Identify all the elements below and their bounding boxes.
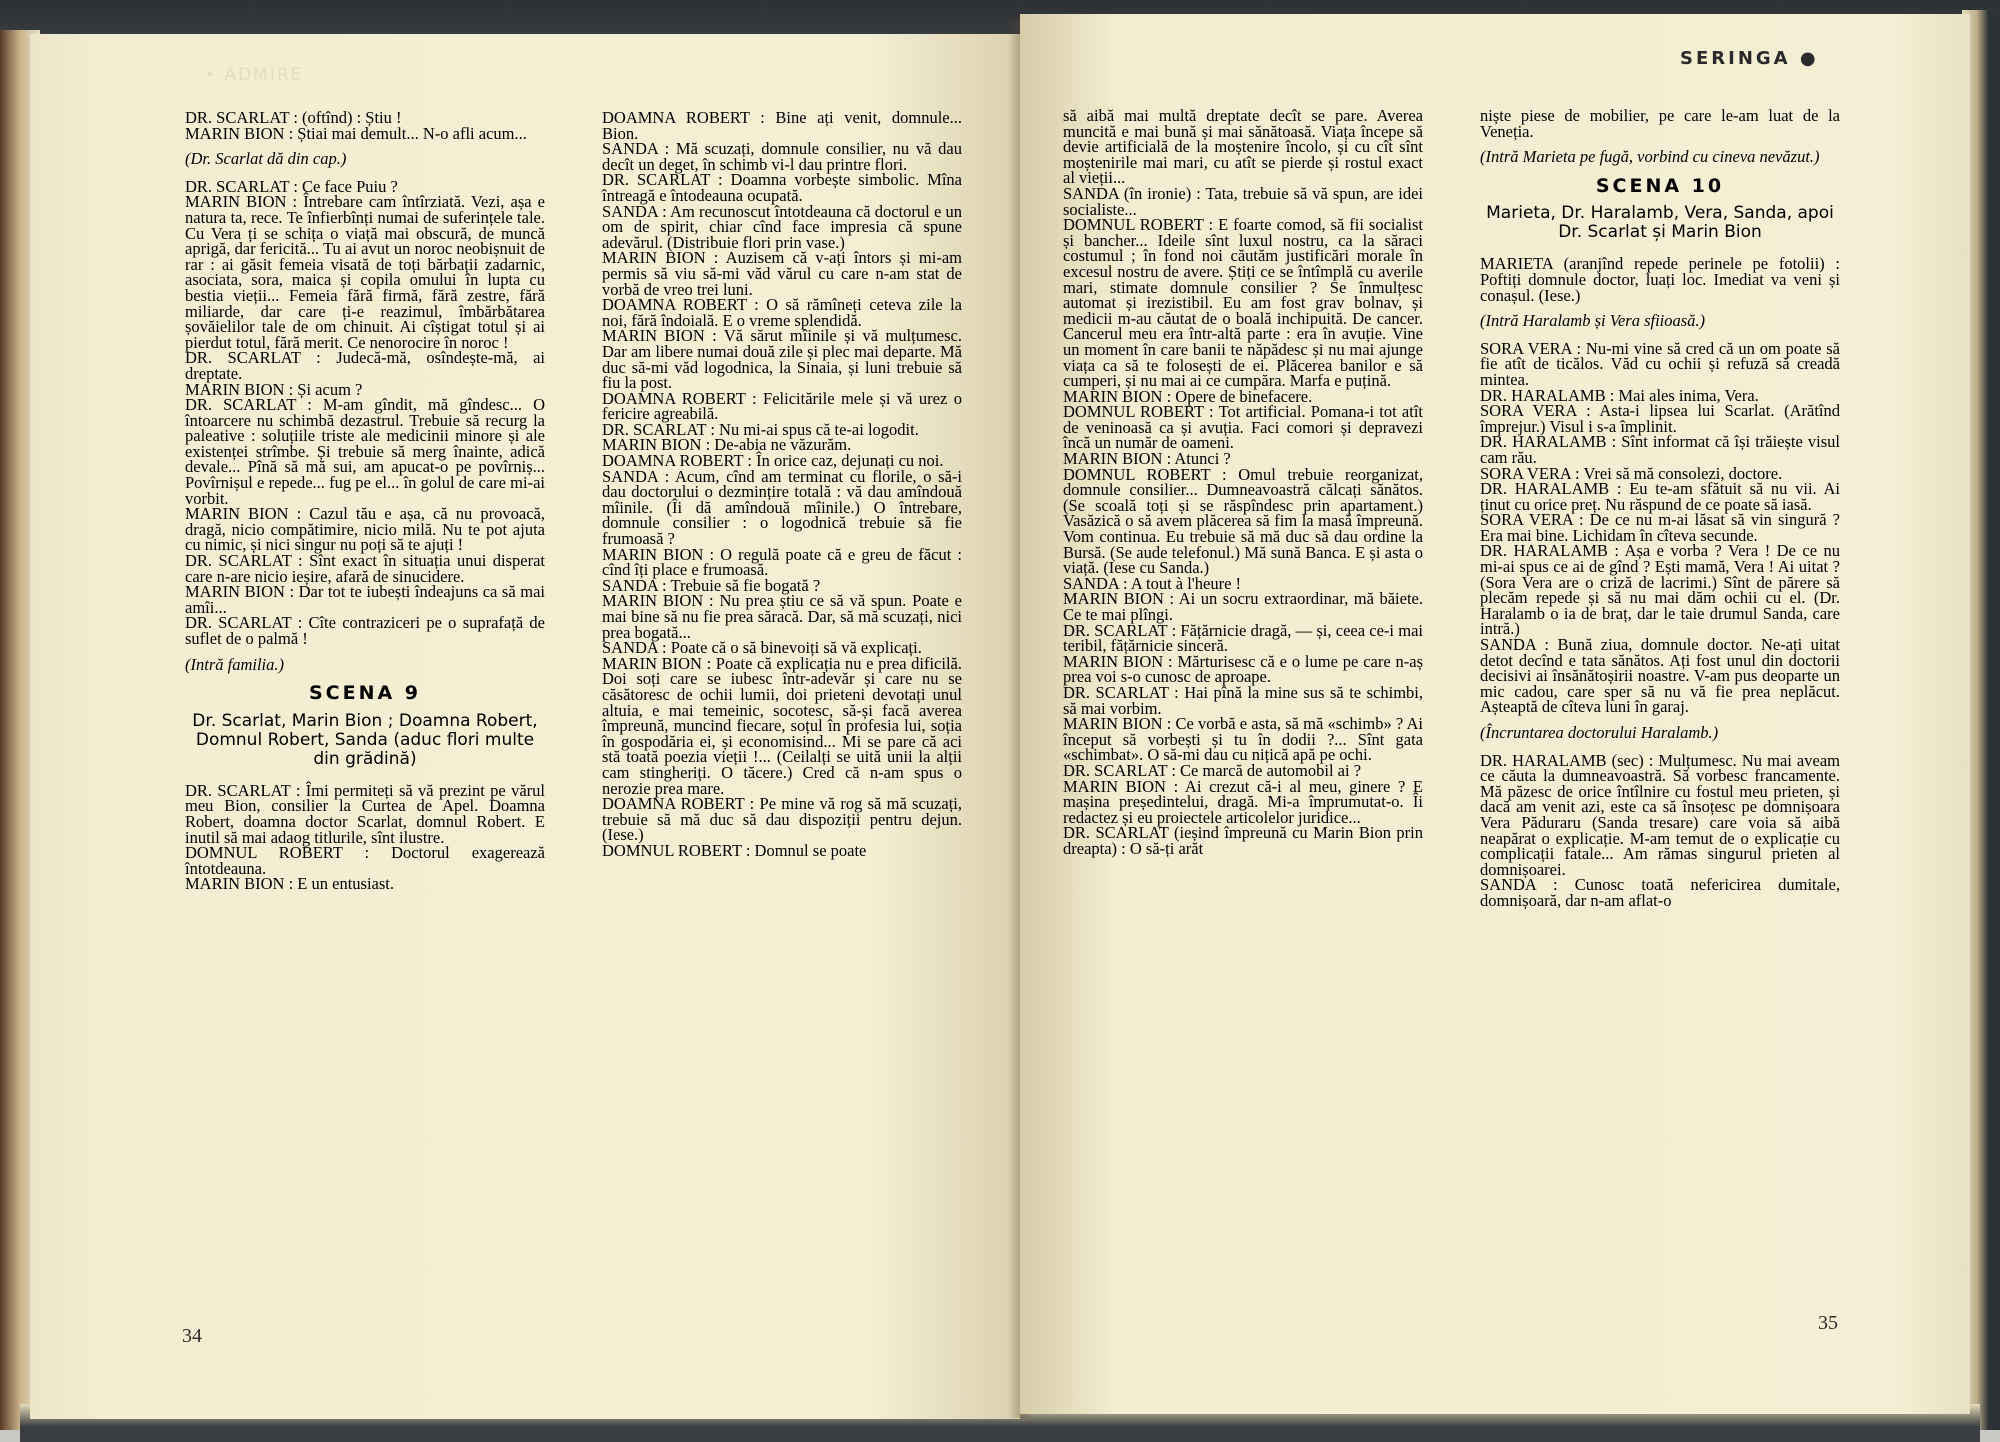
dialogue-line: DOMNUL ROBERT : Doctorul exagerează întotdeauna.	[185, 843, 545, 878]
page-number-left: 34	[182, 1325, 202, 1347]
dialogue-line: SANDA : Cunosc toată nefericirea dumitale, domnișoară, dar n-am aflat-o	[1480, 875, 1840, 910]
scene-cast: Marieta, Dr. Haralamb, Vera, Sanda, apoi Dr. Scarlat și Marin Bion	[1486, 203, 1834, 243]
dialogue-line: MARIN BION : Întrebare cam întîrziată. Vezi, așa e natura ta, rece. Te înfierbînți numai de suferințele tale. Cu Vera ți se schița o viață mai obscură, de muncă aprigă, dar fericită... Tu ai avut un noroc neobișnuit de rar : ai găsit femeia visată de toți bărbații zadarnic, asociata, sora, maica și copila omului în lupta cu bestia vieții... Femeia fără firmă, fără zestre, fără miliarde, dar care ți-e reazimul, îmbărbătarea șovăielilor tale de om chinuit. Ai cîștigat totul și ai pierdut totul, fără merit. Ce nenorocire în noroc !	[185, 192, 545, 352]
stage-direction: (Intră familia.)	[185, 654, 284, 674]
dialogue-line: DR. SCARLAT : Ce marcă de automobil ai ?	[1063, 760, 1362, 780]
running-head: SERINGA ●	[1680, 48, 1819, 69]
dialogue-line: MARIN BION : Opere de binefacere.	[1063, 386, 1313, 406]
dialogue-line: SANDA : Trebuie să fie bogată ?	[602, 575, 821, 595]
dialogue-line: DR. HARALAMB : Eu te-am sfătuit să nu vii. Ai ținut cu orice preț. Nu răspund de ce poate să iasă.	[1480, 479, 1840, 514]
col1-blocks-a	[185, 110, 545, 141]
stage-direction: (Intră Haralamb și Vera sfiioasă.)	[1480, 311, 1706, 331]
dialogue-line: MARIN BION : Nu prea știu ce să vă spun. Poate e mai bine să nu fie prea săracă. Dar, să mă scuzați, nici prea bogată...	[602, 591, 962, 642]
dialogue-line: DOAMNA ROBERT : Pe mine vă rog să mă scuzați, trebuie să mă duc să dau dispoziții pentru dejun. (Iese.)	[602, 794, 962, 845]
dialogue-line: DR. SCARLAT : Nu mi-ai spus că te-ai logodit.	[602, 419, 919, 439]
dialogue-line: DR. SCARLAT : M-am gîndit, mă gîndesc... O întoarcere nu schimbă dezastrul. Trebuie să recurg la paleative : soluțiile triste ale medicinii minore și ale existenței strîmbe. Și trebuie să merg înainte, adică devale... Pînă să mă sui, am apucat-o pe povîrniș... Povîrnișul e repede... fug pe el... în golul de care mi-ai vorbit.	[185, 395, 545, 508]
page-number-right: 35	[1818, 1312, 1838, 1334]
dialogue-line: MARIN BION : Ce vorbă e asta, să mă «schimb» ? Ai început să vorbești și tu în dodii ?... Sînt gata «schimbat». O să-mi dau cu nițică apă pe ochi.	[1063, 714, 1423, 765]
dialogue-line: DR. SCARLAT : Judecă-mă, osîndește-mă, ai dreptate.	[185, 348, 545, 383]
dialogue-line: DOMNUL ROBERT : Tot artificial. Pomana-i tot atît de veninoasă ca și avuția. Faci comori și depravezi încă un număr de oameni.	[1063, 402, 1423, 453]
dialogue-line: MARIN BION : Mărturisesc că e o lume pe care n-aș prea voi s-o cunosc de aproape.	[1063, 651, 1423, 687]
column-2	[602, 110, 962, 859]
dialogue-line: MARIN BION : E un entusiast.	[185, 874, 394, 894]
stage-direction: (Dr. Scarlat dă din cap.)	[185, 149, 347, 169]
scene-cast: Dr. Scarlat, Marin Bion ; Doamna Robert, Domnul Robert, Sanda (aduc flori multe din grădină)	[192, 710, 538, 769]
dialogue-line: DR. SCARLAT : Doamna vorbește simbolic. Mîna întreagă e întodeauna ocupată.	[602, 170, 962, 205]
dialogue-line: DR. HARALAMB : Mai ales inima, Vera.	[1480, 385, 1759, 405]
dialogue-line: DR. SCARLAT : Cîte contraziceri pe o suprafață de suflet de o palmă !	[185, 613, 545, 648]
dialogue-line: MARIN BION : Ai un socru extraordinar, mă băiete. Ce te mai plîngi.	[1063, 589, 1423, 624]
dialogue-line: DOMNUL ROBERT : E foarte comod, să fii socialist și bancher... Ideile sînt luxul nostru, ca la săraci costumul ; în fond noi căutăm justificări morale în excesul nostru de avere. Știți ce se întîmplă cu averile mari, stimate domnule consilier ? Se înmulțesc automat și irezistibil. Eu am fost grav bolnav, și medicii m-au căutat de o boală inchipuită. De cancer. Cancerul meu era într-altă parte : era în avuție. Vine un moment în care banii te năpădesc și nu mai ajunge viața ca să te folosești de ei. Plăcerea banilor e să cumperi, și nu mai ai ce cumpăra. Marfa e puțină.	[1063, 215, 1423, 391]
dialogue-line: SANDA : Mă scuzați, domnule consilier, nu vă dau decît un deget, în schimb vi-l dau printre flori.	[602, 139, 962, 174]
dialogue-line: SANDA : Bună ziua, domnule doctor. Ne-ați uitat detot decînd e tata sănătos. Ați fost unul din doctorii decisivi ai însănătoșirii noastre. V-am pus deoparte un mic cadou, care sper să nu vă fie prea neplăcut. Așteaptă de cîteva luni în garaj.	[1480, 635, 1840, 717]
dialogue-line: MARIN BION : Vă sărut mîinile și vă mulțumesc. Dar am libere numai două zile și plec mai departe. Mă duc să-mi văd logodnica, la Sinaia, și luni trebuie să fiu la post.	[602, 326, 962, 393]
dialogue-line: DOMNUL ROBERT : Domnul se poate	[602, 840, 867, 860]
dialogue-line: niște piese de mobilier, pe care le-am luat de la Veneția.	[1480, 106, 1840, 141]
dialogue-line: MARIETA (aranjînd repede perinele pe fotolii) : Poftiți domnule doctor, luați loc. Imediat va veni și conașul. (Iese.)	[1480, 254, 1840, 305]
dialogue-line: SANDA : A tout à l'heure !	[1063, 573, 1242, 593]
dialogue-line: DR. SCARLAT : Hai pînă la mine sus să te schimbi, să mai vorbim.	[1063, 682, 1423, 718]
dialogue-line: DR. HARALAMB : Sînt informat că își trăiește visul cam rău.	[1480, 432, 1840, 467]
dialogue-line: MARIN BION : O regulă poate că e greu de făcut : cînd îți place e frumoasă.	[602, 544, 962, 580]
dialogue-line: MARIN BION : Dar tot te iubești îndeajuns ca să mai amîi...	[185, 582, 545, 617]
dialogue-line: DOAMNA ROBERT : În orice caz, dejunați cu noi.	[602, 451, 944, 471]
dialogue-line: DR. SCARLAT : (oftînd) : Știu !	[185, 108, 402, 127]
dialogue-line: DOAMNA ROBERT : Bine ați venit, domnule... Bion.	[602, 108, 962, 143]
scene-title: SCENA 10	[1595, 174, 1725, 197]
dialogue-line: MARIN BION : Cazul tău e așa, că nu provoacă, dragă, nicio compătimire, nicio milă. Nu te pot ajuta cu nimic, și nici singur nu poți să te ajuți !	[185, 504, 545, 555]
dialogue-line: DR. SCARLAT : Fățărnicie dragă, — și, ceea ce-i mai teribil, fățărnicie sinceră.	[1063, 620, 1423, 656]
dialogue-line: MARIN BION : Poate că explicația nu e prea dificilă. Doi soți care se iubesc într-adevăr și care nu se căsătoresc de ochii lumii, doi prieteni devotați unul altuia, e mai temeinic, socotesc, să-și facă averea împreună, muncind fiecare, soțul în profesia lui, soția în gospodăria ei, și economisind... Mi se pare că aci stă toată poezia vieții !... (Ceilalți se uită unii la alții cam stingheriți. O tăcere.) Cred că n-am spus o nerozie prea mare.	[602, 653, 962, 798]
dialogue-line: SANDA : Poate că o să binevoiți să vă explicați.	[602, 638, 922, 658]
dialogue-line: SANDA : Acum, cînd am terminat cu florile, o să-i dau doctorului o dezmințire totală : vă dau amîndouă mîinile. (Îi dă amîndouă mîinile.) O întrebare, domnule consilier : o logodnică trebuie să fie frumoasă ?	[602, 466, 962, 549]
dialogue-line: MARIN BION : De-abia ne văzurăm.	[602, 435, 852, 455]
dialogue-line: SORA VERA : De ce nu m-ai lăsat să vin singură ? Era mai bine. Lichidam în cîteva secunde.	[1480, 510, 1840, 545]
dialogue-line: MARIN BION : Atunci ?	[1063, 449, 1231, 469]
dialogue-line: SANDA : Am recunoscut întotdeauna că doctorul e un om de spirit, chiar cînd face impresia că spune adevărul. (Distribuie flori prin vase.)	[602, 201, 962, 252]
dialogue-line: MARIN BION : Auzisem că v-ați întors și mi-am permis să viu să-mi văd vărul cu care n-am stat de vorbă de vreo trei luni.	[602, 248, 962, 299]
dialogue-line: DOAMNA ROBERT : Felicitările mele și vă urez o fericire agreabilă.	[602, 388, 962, 424]
column-3	[1063, 108, 1423, 857]
column-4	[1480, 108, 1840, 909]
stage-direction: (Încruntarea doctorului Haralamb.)	[1480, 723, 1719, 742]
scene-title: SCENA 9	[308, 682, 422, 705]
dialogue-line: DR. SCARLAT (ieșind împreună cu Marin Bion prin dreapta) : O să-ți arăt	[1063, 823, 1423, 858]
stage-direction: (Intră Marieta pe fugă, vorbind cu cineva nevăzut.)	[1480, 147, 1820, 167]
dialogue-line: SORA VERA : Nu-mi vine să cred că un om poate să fie atît de ticălos. Văd cu ochii și refuză să creadă mintea.	[1480, 338, 1840, 389]
dialogue-line: DR. SCARLAT : Ce face Puiu ?	[185, 176, 398, 196]
column-1	[185, 110, 545, 892]
dialogue-line: MARIN BION : Și acum ?	[185, 379, 363, 399]
ghost-header: • ADMIRE	[205, 65, 304, 85]
dialogue-line: MARIN BION : Ai crezut că-i al meu, ginere ? E mașina președintelui, dragă. Mi-a împrumutat-o. Îi redactez și eu proiectele articolelor juridice...	[1063, 776, 1423, 827]
col1-blocks-b	[185, 176, 545, 648]
dialogue-line: MARIN BION : Știai mai demult... N-o afli acum...	[185, 123, 527, 143]
dialogue-line: SORA VERA : Vrei să mă consolezi, doctore.	[1480, 463, 1783, 483]
dialogue-line: DR. HARALAMB (sec) : Mulțumesc. Nu mai aveam ce căuta la dumneavoastră. Să vorbesc francamente. Mă păzesc de orice întîlnire cu fostul meu prieten, și dacă am venit azi, este ca să însoțesc pe domnișoara Vera Păduraru (Sanda tresare) care voia să aibă neapărat o explicație. M-am temut de o explicație cu complicații fatale... Am rămas singurul prieten al domnișoarei.	[1480, 750, 1840, 879]
dialogue-line: DR. SCARLAT : Îmi permiteți să vă prezint pe vărul meu Bion, consilier la Curtea de Apel. Doamna Robert, doamna doctor Scarlat, domnul Robert. E inutil să mai adaog titlurile, sînt ilustre.	[185, 780, 545, 847]
dialogue-line: să aibă mai multă dreptate decît se pare. Averea muncită e mai bună și mai sănătoasă. Viața începe să devie artificială de la moștenire încolo, și cu cît sînt moștenirile mai mari, cu atît se pierde și rostul exact al vieții...	[1063, 106, 1423, 188]
dialogue-line: SORA VERA : Asta-i lipsea lui Scarlat. (Arătînd împrejur.) Visul i s-a împlinit.	[1480, 401, 1840, 436]
dialogue-line: DR. HARALAMB : Așa e vorba ? Vera ! De ce nu mi-ai spus ce ai de gînd ? Ești mamă, Vera ! Ai uitat ? (Sora Vera are o criză de lacrimi.) Sînt de părere să plecăm repede și să nu mai dăm ochii cu el. (Dr. Haralamb o ia de braț, dar le taie drumul Sanda, care intră.)	[1480, 541, 1840, 639]
dialogue-line: DOAMNA ROBERT : O să rămîneți ceteva zile la noi, fără îndoială. E o vreme splendidă.	[602, 295, 962, 330]
dialogue-line: DR. SCARLAT : Sînt exact în situația unui disperat care n-are nicio ieșire, afară de sinucidere.	[185, 551, 545, 586]
dialogue-line: DOMNUL ROBERT : Omul trebuie reorganizat, domnule consilier... Dumneavoastră călcați sănătos. (Se scoală toți și se răspîndesc prin apartament.) Vasăzică o să avem plăcerea să fim la masă împreună. Vom continua. Eu trebuie să mă duc să dau ordine la Bursă. (Se aude telefonul.) Mă sună Banca. E și asta o viață. (Iese cu Sanda.)	[1063, 464, 1423, 578]
dialogue-line: SANDA (în ironie) : Tata, trebuie să vă spun, are idei socialiste...	[1063, 183, 1423, 219]
col1-blocks-c	[185, 780, 545, 894]
